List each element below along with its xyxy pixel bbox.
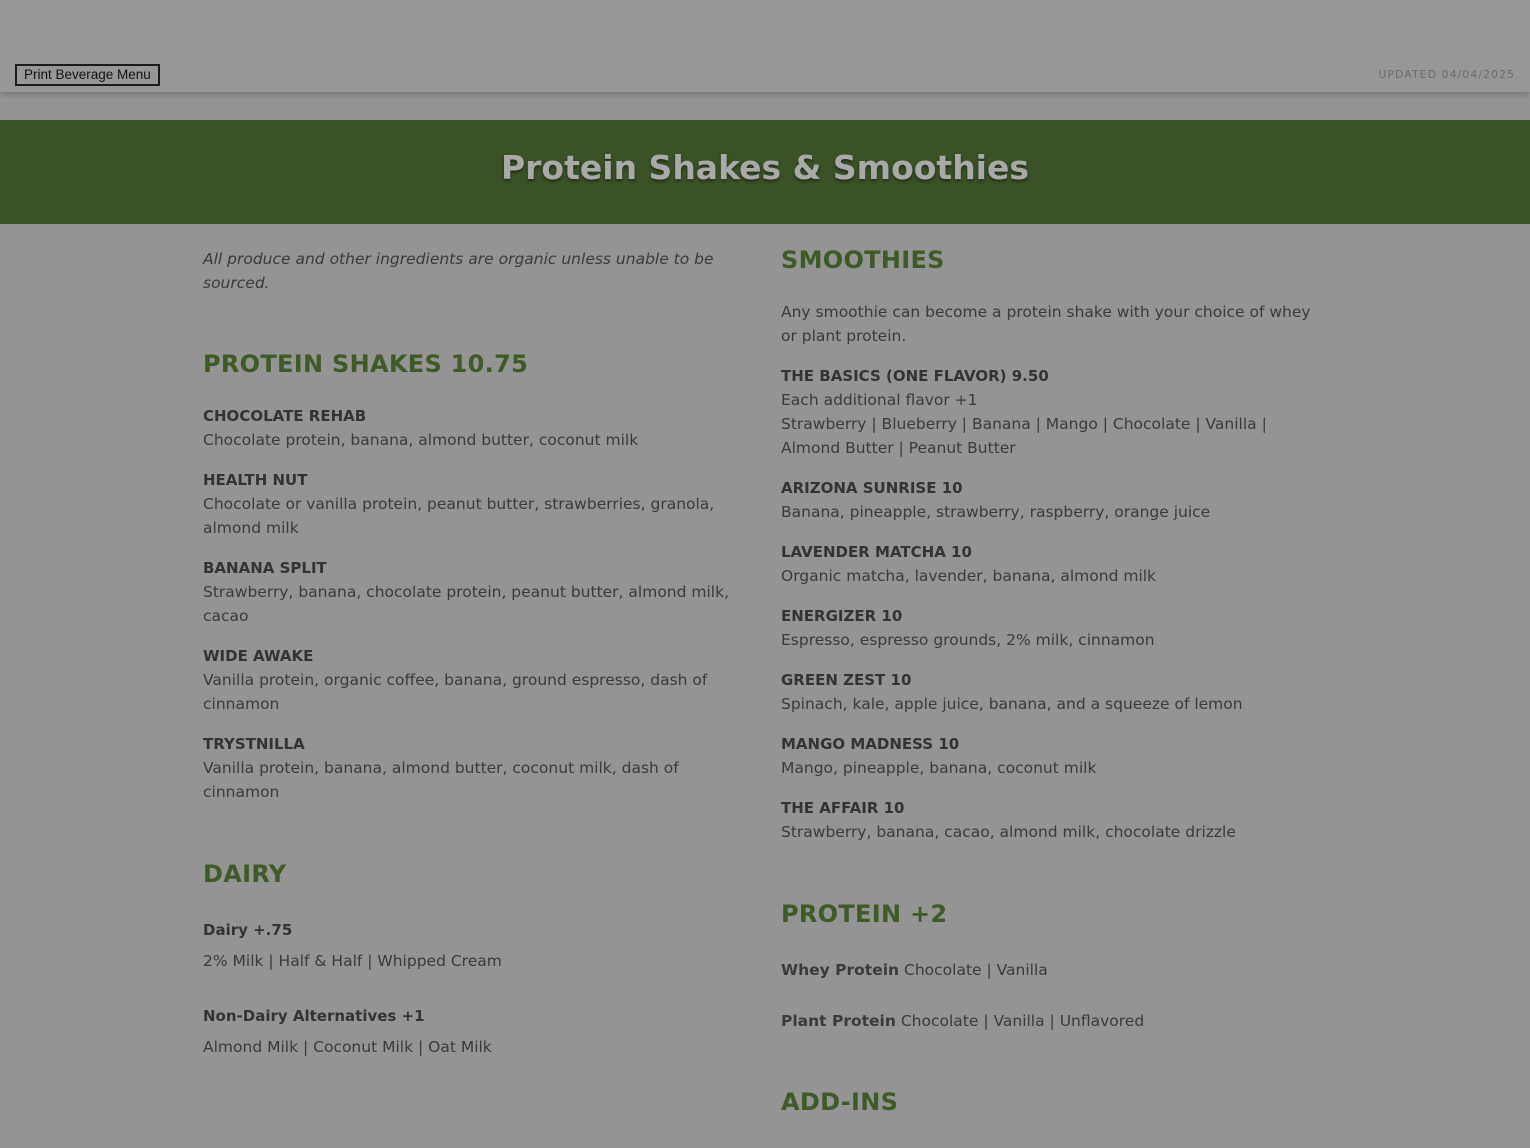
smoothie-name: GREEN ZEST 10 bbox=[781, 671, 912, 689]
plant-protein-row bbox=[781, 1009, 1326, 1033]
shake-name: WIDE AWAKE bbox=[203, 647, 314, 665]
shake-description: Vanilla protein, banana, almond butter, coconut milk, dash of cinnamon bbox=[203, 759, 679, 801]
non-dairy-options: Almond Milk | Coconut Milk | Oat Milk bbox=[203, 1038, 492, 1056]
smoothie-name: THE AFFAIR 10 bbox=[781, 799, 905, 817]
whey-protein-row bbox=[781, 958, 1326, 982]
add-ins-heading: ADD-INS bbox=[781, 1088, 899, 1116]
protein-heading: PROTEIN +2 bbox=[781, 900, 948, 928]
print-beverage-menu-button[interactable]: Print Beverage Menu bbox=[15, 64, 160, 86]
shake-name: BANANA SPLIT bbox=[203, 559, 327, 577]
non-dairy-label: Non-Dairy Alternatives +1 bbox=[203, 1007, 425, 1025]
page-title: Protein Shakes & Smoothies bbox=[500, 147, 1030, 187]
smoothie-item bbox=[781, 604, 1326, 652]
shake-item bbox=[203, 556, 755, 628]
smoothies-heading: SMOOTHIES bbox=[781, 246, 945, 274]
shake-name: TRYSTNILLA bbox=[203, 735, 305, 753]
dairy-label: Dairy +.75 bbox=[203, 921, 293, 939]
basics-flavors: Strawberry | Blueberry | Banana | Mango | Chocolate | Vanilla | Almond Butter | Peanut Butter bbox=[781, 415, 1267, 457]
shake-name: HEALTH NUT bbox=[203, 471, 308, 489]
whey-protein-options: Chocolate | Vanilla bbox=[904, 961, 1048, 979]
title-banner bbox=[0, 120, 1530, 224]
shake-item bbox=[203, 732, 755, 804]
smoothie-description: Spinach, kale, apple juice, banana, and a squeeze of lemon bbox=[781, 695, 1243, 713]
plant-protein-options: Chocolate | Vanilla | Unflavored bbox=[900, 1012, 1145, 1030]
top-toolbar bbox=[0, 0, 1530, 92]
shake-item bbox=[203, 404, 755, 452]
smoothie-description: Mango, pineapple, banana, coconut milk bbox=[781, 759, 1097, 777]
shake-description: Chocolate or vanilla protein, peanut butter, strawberries, granola, almond milk bbox=[203, 495, 715, 537]
shake-item bbox=[203, 468, 755, 540]
smoothie-description: Banana, pineapple, strawberry, raspberry, orange juice bbox=[781, 503, 1211, 521]
shake-name: CHOCOLATE REHAB bbox=[203, 407, 367, 425]
smoothie-name: LAVENDER MATCHA 10 bbox=[781, 543, 972, 561]
basics-item bbox=[781, 364, 1326, 460]
plant-protein-label: Plant Protein bbox=[781, 1012, 896, 1030]
smoothie-name: ENERGIZER 10 bbox=[781, 607, 903, 625]
smoothie-description: Strawberry, banana, cacao, almond milk, chocolate drizzle bbox=[781, 823, 1236, 841]
dairy-heading: DAIRY bbox=[203, 860, 287, 888]
dairy-options: 2% Milk | Half & Half | Whipped Cream bbox=[203, 952, 502, 970]
organic-note: All produce and other ingredients are organic unless unable to be sourced. bbox=[203, 250, 714, 292]
protein-shakes-heading: PROTEIN SHAKES 10.75 bbox=[203, 350, 529, 378]
basics-extra-flavor: Each additional flavor +1 bbox=[781, 391, 978, 409]
updated-date: UPDATED 04/04/2025 bbox=[1378, 68, 1515, 81]
shake-description: Vanilla protein, organic coffee, banana, ground espresso, dash of cinnamon bbox=[203, 671, 708, 713]
smoothie-item bbox=[781, 796, 1326, 844]
shake-description: Strawberry, banana, chocolate protein, peanut butter, almond milk, cacao bbox=[203, 583, 730, 625]
smoothies-intro: Any smoothie can become a protein shake with your choice of whey or plant protein. bbox=[781, 303, 1311, 345]
smoothie-description: Espresso, espresso grounds, 2% milk, cinnamon bbox=[781, 631, 1155, 649]
smoothie-item bbox=[781, 476, 1326, 524]
smoothie-item bbox=[781, 540, 1326, 588]
smoothie-name: MANGO MADNESS 10 bbox=[781, 735, 960, 753]
basics-name: THE BASICS (ONE FLAVOR) 9.50 bbox=[781, 367, 1049, 385]
shake-description: Chocolate protein, banana, almond butter, coconut milk bbox=[203, 431, 639, 449]
smoothie-description: Organic matcha, lavender, banana, almond milk bbox=[781, 567, 1157, 585]
smoothie-item bbox=[781, 668, 1326, 716]
shake-item bbox=[203, 644, 755, 716]
smoothie-item bbox=[781, 732, 1326, 780]
whey-protein-label: Whey Protein bbox=[781, 961, 900, 979]
smoothie-name: ARIZONA SUNRISE 10 bbox=[781, 479, 963, 497]
